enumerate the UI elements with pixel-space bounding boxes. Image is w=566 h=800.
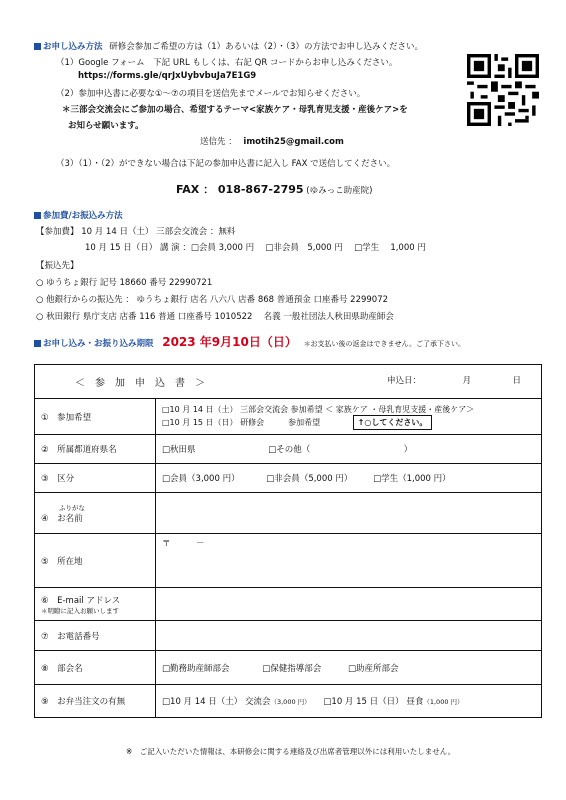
fee-heading-line	[34, 209, 123, 221]
table-row	[35, 621, 542, 651]
prefecture-cell	[156, 435, 542, 464]
apply-item2-emphasis-2: お知らせ願います。	[68, 121, 144, 131]
square-bullet-icon	[34, 43, 41, 50]
deadline-heading: お申し込み・お振り込み期限	[43, 339, 154, 349]
qr-code-icon[interactable]	[467, 54, 539, 126]
lunch-15-checkbox[interactable]: □10 月 15 日（日） 昼食	[323, 697, 424, 707]
fee-line2: 10 月 15 日（日） 講 演 ：□会員 3,000 円 □非会員 5,000 円 □学生 1,000 円	[85, 243, 426, 253]
bank-3: ○ 秋田銀行 県庁支店 店番 116 普通 口座番号 1010522 名義 一般社団法人秋田県助産師会	[36, 312, 394, 322]
apply-heading: お申し込み方法	[43, 42, 103, 52]
section-clinic-checkbox[interactable]: □助産所部会	[348, 663, 399, 674]
ruby-label: ふりがな	[59, 503, 85, 512]
row-label: ③ 区分	[35, 464, 156, 493]
apply-intro: 研修会参加ご希望の方は（1）あるいは（2）・（3）の方法でお申し込みください。	[109, 42, 423, 52]
name-input[interactable]	[156, 493, 542, 534]
apply-item2: （2）参加申込書に必要な①～⑦の項目を送信先までメールでお知らせください。	[56, 89, 366, 99]
email-label-cell	[35, 588, 156, 621]
table-row	[35, 534, 542, 588]
date-month: 月	[462, 376, 472, 386]
table-row	[35, 399, 542, 435]
circle-instruction: ↑○してください。	[353, 415, 433, 430]
row-label: ⑥ E-mail アドレス	[41, 595, 121, 606]
deadline-line	[34, 333, 465, 350]
category-nonmember-checkbox[interactable]: □非会員（5,000 円）	[266, 474, 353, 484]
bank-1: ○ ゆうちょ銀行 記号 18660 番号 22990721	[36, 278, 213, 288]
participation-option-14[interactable]: □10 月 14 日（土） 三部会交流会 参加希望 ＜ 家族ケア ・母乳育児支援・産後ケア＞	[162, 404, 475, 414]
form-title: ＜ 参 加 申 込 書 ＞	[75, 378, 205, 389]
fee-line1: 【参加費】 10 月 14 日（土） 三部会交流会 ：無料	[36, 227, 236, 237]
row-label: ② 所属都道府県名	[35, 435, 156, 464]
email-input[interactable]	[156, 588, 542, 621]
date-field[interactable]	[387, 374, 535, 386]
prefecture-other-checkbox[interactable]: □その他（ ）	[268, 445, 413, 455]
section-health-checkbox[interactable]: □保健指導部会	[262, 663, 322, 674]
email-note: ＊明瞭に記入お願いします	[41, 606, 119, 615]
participation-cell	[156, 399, 542, 435]
footer-note: ※ ご記入いただいた情報は、本研修会に関する連絡及び出席者管理以外には利用いたしません。	[126, 747, 456, 756]
table-row	[35, 435, 542, 464]
participation-row-15	[162, 415, 535, 430]
section-midwife-checkbox[interactable]: □勤務助産師部会	[162, 663, 230, 674]
date-day: 日	[512, 376, 521, 386]
section-cell	[156, 651, 542, 685]
phone-input[interactable]	[156, 621, 542, 651]
category-cell	[156, 464, 542, 493]
fax-line	[176, 181, 372, 197]
apply-item3: （3）（1）・（2）ができない場合は下記の参加申込書に記入し FAX で送信してください。	[56, 159, 396, 169]
deadline-date: 2023 年9月10日（日）	[162, 335, 297, 349]
date-label: 申込日：	[387, 376, 422, 386]
lunch-14-checkbox[interactable]: □10 月 14 日（土） 交流会	[162, 697, 271, 707]
fee-heading: 参加費/お振込み方法	[43, 211, 123, 221]
bank-2: ○ 他銀行からの振込先 ： ゆうちょ銀行 店名 八六八 店番 868 普通預金 口座番号 2299072	[36, 295, 389, 305]
send-label: 送信先 ：	[200, 137, 237, 147]
lunch-15-price: （1,000 円）	[423, 698, 464, 706]
form-title-cell	[35, 365, 542, 399]
table-row	[35, 588, 542, 621]
participation-option-15[interactable]: □10 月 15 日（日） 研修会 参加希望	[162, 417, 321, 427]
form-title-row	[35, 365, 542, 399]
apply-url[interactable]: https://forms.gle/qrJxUybvbuJa7E1G9	[78, 71, 257, 81]
fax-number: FAX ： 018-867-2795	[176, 183, 304, 196]
bank-heading: 【振込先】	[36, 261, 79, 271]
apply-item2-emphasis: ＊三部会交流会にご参加の場合、希望するテーマ<家族ケア・母乳育児支援・産後ケア>を	[62, 105, 408, 115]
prefecture-akita-checkbox[interactable]: □秋田県	[162, 445, 196, 455]
row-label: ① 参加希望	[35, 399, 156, 435]
square-bullet-icon	[34, 212, 41, 219]
lunch-cell	[156, 685, 542, 718]
row-label: ⑨ お弁当注文の有無	[35, 685, 156, 718]
table-row	[35, 464, 542, 493]
lunch-14-price: （3,000 円）	[270, 698, 311, 706]
square-bullet-icon	[34, 340, 41, 347]
apply-heading-line	[34, 40, 423, 52]
table-row	[35, 685, 542, 718]
table-row	[35, 651, 542, 685]
send-email[interactable]: imotih25@gmail.com	[243, 137, 344, 147]
category-student-checkbox[interactable]: □学生（1,000 円）	[373, 474, 451, 484]
address-input[interactable]	[156, 534, 542, 588]
application-form-table	[34, 364, 542, 718]
row-label: ⑦ お電話番号	[35, 621, 156, 651]
row-label: ⑤ 所在地	[35, 534, 156, 588]
category-member-checkbox[interactable]: □会員（3,000 円）	[162, 474, 240, 484]
name-label-cell	[35, 493, 156, 534]
fax-org: (ゆみっこ助産院)	[306, 186, 373, 196]
row-label: ⑧ 部会名	[35, 651, 156, 685]
deadline-note: ＊お支払い後の返金はできません。ご了承下さい。	[303, 340, 465, 348]
apply-item1: （1）Google フォーム 下記 URL もしくは、右記 QR コードからお申し込みください。	[56, 58, 398, 68]
postal-mark: 〒 －	[162, 539, 205, 549]
row-label: ④ お名前	[41, 513, 83, 524]
send-line	[200, 135, 344, 147]
table-row	[35, 493, 542, 534]
